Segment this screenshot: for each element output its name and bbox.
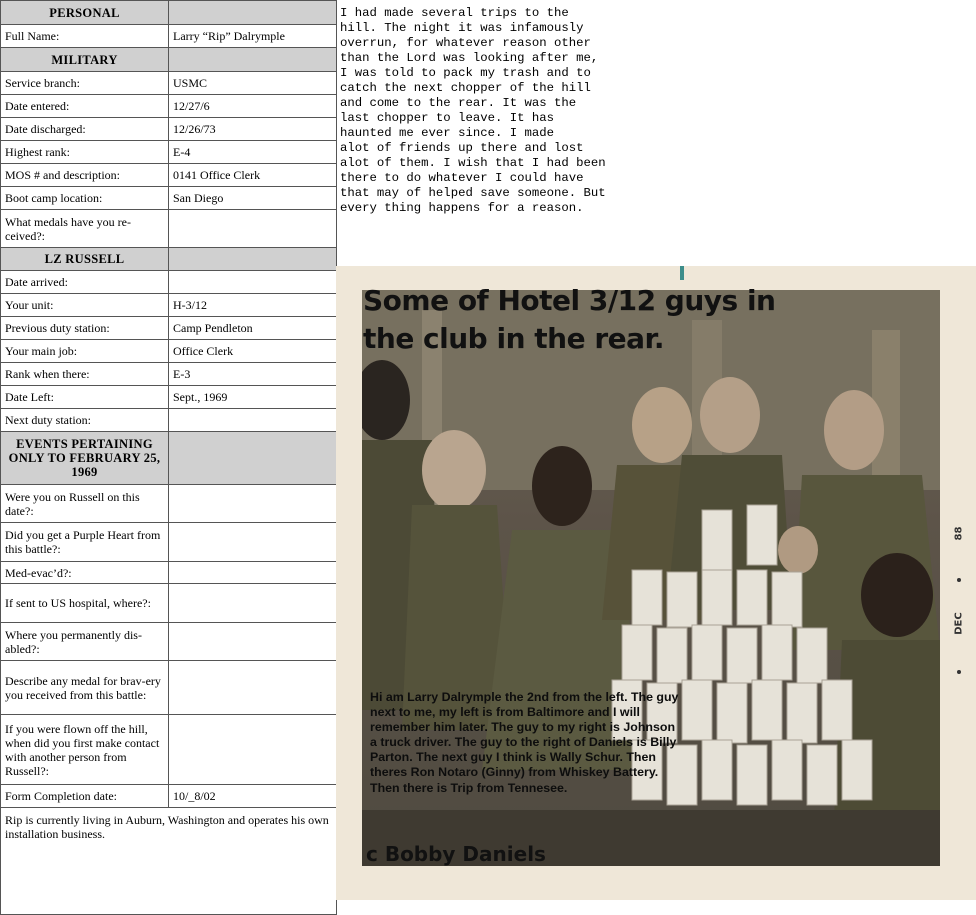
date-stamp-dot <box>957 670 961 674</box>
events-header-filler <box>169 432 337 485</box>
form-row <box>1 164 337 187</box>
field-value: San Diego <box>169 187 337 210</box>
form-row <box>1 25 337 48</box>
form-row <box>1 141 337 164</box>
personal-section-title: PERSONAL <box>1 1 169 25</box>
field-value: USMC <box>169 72 337 95</box>
form-row <box>1 294 337 317</box>
field-value: E-4 <box>169 141 337 164</box>
field-value: 10/_8/02 <box>169 785 337 808</box>
field-value <box>169 485 337 523</box>
field-value: Camp Pendleton <box>169 317 337 340</box>
photo-title: Some of Hotel 3/12 guys in the club in the rear. <box>363 284 776 355</box>
field-label: Date arrived: <box>1 271 169 294</box>
field-label: Date Left: <box>1 386 169 409</box>
field-label: Your unit: <box>1 294 169 317</box>
field-label: Boot camp location: <box>1 187 169 210</box>
military-header-row <box>1 48 337 72</box>
lz-russell-header-row <box>1 248 337 271</box>
form-row <box>1 187 337 210</box>
field-value: H-3/12 <box>169 294 337 317</box>
date-stamp-month: DEC <box>953 612 965 635</box>
events-section-title: EVENTS PERTAINING ONLY TO FEBRUARY 25, 1969 <box>1 432 169 485</box>
field-value <box>169 715 337 785</box>
form-row <box>1 485 337 523</box>
field-value <box>169 409 337 432</box>
form-row <box>1 386 337 409</box>
form-row <box>1 118 337 141</box>
closing-note-row <box>1 808 337 915</box>
field-label: Highest rank: <box>1 141 169 164</box>
form-row <box>1 72 337 95</box>
date-stamp-year: 88 <box>953 526 965 541</box>
field-value <box>169 523 337 562</box>
field-value <box>169 661 337 715</box>
field-value <box>169 562 337 584</box>
photo-corner-mark <box>680 266 684 280</box>
personal-header-row <box>1 1 337 25</box>
form-row <box>1 95 337 118</box>
military-header-filler <box>169 48 337 72</box>
field-value: Larry “Rip” Dalrymple <box>169 25 337 48</box>
field-label: Describe any medal for brav-ery you received from this battle: <box>1 661 169 715</box>
photo-credit: c Bobby Daniels <box>366 842 546 866</box>
field-value: E-3 <box>169 363 337 386</box>
field-label: If you were flown off the hill, when did you first make contact with another person from Russell?: <box>1 715 169 785</box>
form-row <box>1 317 337 340</box>
field-label: Service branch: <box>1 72 169 95</box>
form-row <box>1 661 337 715</box>
form-row <box>1 562 337 584</box>
print-date-stamp <box>944 518 974 688</box>
lz-russell-header-filler <box>169 248 337 271</box>
field-label: Full Name: <box>1 25 169 48</box>
form-row <box>1 210 337 248</box>
closing-note: Rip is currently living in Auburn, Washington and operates his own installation business. <box>1 808 337 915</box>
field-label: Med-evac’d?: <box>1 562 169 584</box>
military-section-title: MILITARY <box>1 48 169 72</box>
field-label: Previous duty station: <box>1 317 169 340</box>
form-row <box>1 584 337 623</box>
field-label: Form Completion date: <box>1 785 169 808</box>
field-label: Date entered: <box>1 95 169 118</box>
form-row <box>1 271 337 294</box>
form-row <box>1 409 337 432</box>
field-label: MOS # and description: <box>1 164 169 187</box>
field-label: Where you permanently dis-abled?: <box>1 623 169 661</box>
personal-header-filler <box>169 1 337 25</box>
form-row <box>1 340 337 363</box>
field-label: Date discharged: <box>1 118 169 141</box>
field-value <box>169 210 337 248</box>
lz-russell-section-title: LZ RUSSELL <box>1 248 169 271</box>
field-value <box>169 271 337 294</box>
field-label: Next duty station: <box>1 409 169 432</box>
field-value: 12/27/6 <box>169 95 337 118</box>
form-row <box>1 715 337 785</box>
field-label: Rank when there: <box>1 363 169 386</box>
field-value <box>169 584 337 623</box>
form-row <box>1 785 337 808</box>
form-row <box>1 523 337 562</box>
field-label: Did you get a Purple Heart from this battle?: <box>1 523 169 562</box>
field-label: If sent to US hospital, where?: <box>1 584 169 623</box>
date-stamp-dot <box>957 578 961 582</box>
form-row <box>1 363 337 386</box>
form-row <box>1 623 337 661</box>
field-value: 0141 Office Clerk <box>169 164 337 187</box>
field-value: 12/26/73 <box>169 118 337 141</box>
service-record-form <box>0 0 337 915</box>
events-header-row <box>1 432 337 485</box>
field-value <box>169 623 337 661</box>
field-label: Were you on Russell on this date?: <box>1 485 169 523</box>
field-value: Sept., 1969 <box>169 386 337 409</box>
photo-caption: Hi am Larry Dalrymple the 2nd from the left. The guy next to me, my left is from Baltimore and I will remember him later. The guy to my right is Johnson a truck driver. The guy to the right of Daniels is Billy Parton. The next guy I think is Wally Schur. Then theres Ron Notaro (Ginny) from Whiskey Battery. Then there is Trip from Tennesee. <box>370 690 679 795</box>
field-label: Your main job: <box>1 340 169 363</box>
story-text: I had made several trips to the hill. The night it was infamously overrun, for whatever reason other than the Lord was looking after me, I was told to pack my trash and to catch the next chopper of the hill and come to the rear. It was the last chopper to leave. It has haunted me ever since. I made alot of friends up there and lost alot of them. I wish that I had been there to do whatever I could have that may of helped save someone. But every thing happens for a reason. <box>340 6 606 215</box>
field-value: Office Clerk <box>169 340 337 363</box>
field-label: What medals have you re-ceived?: <box>1 210 169 248</box>
